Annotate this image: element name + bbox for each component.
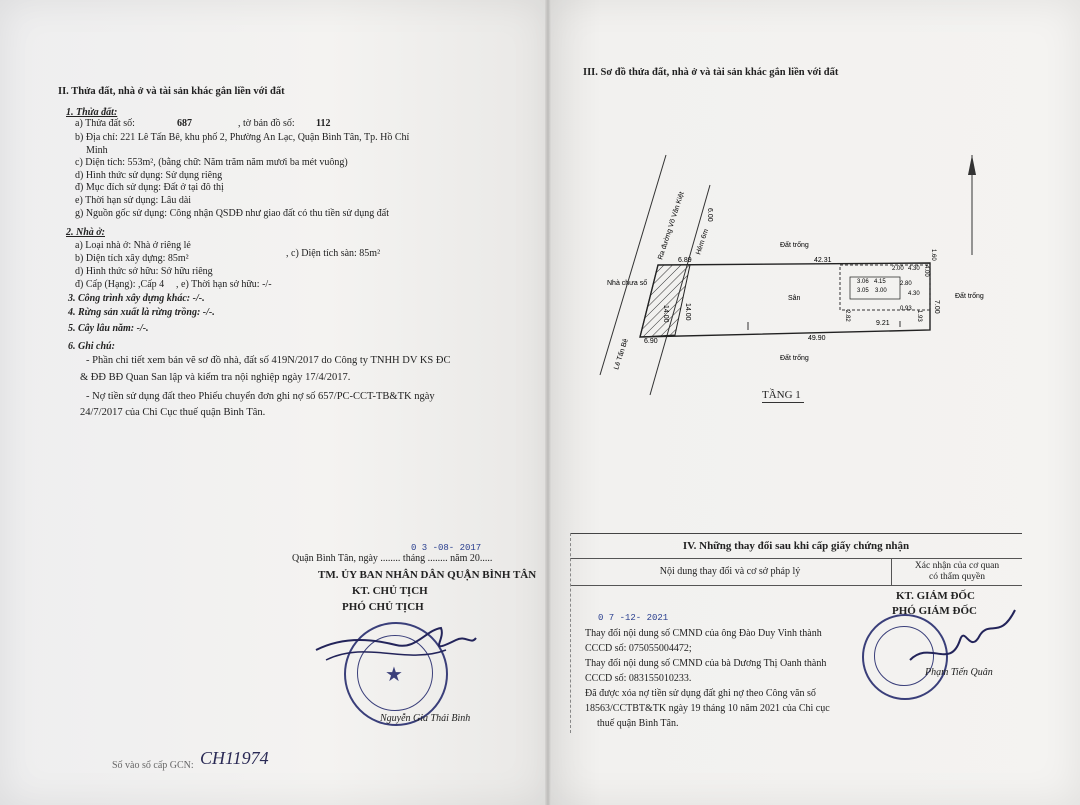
table-left-border [570,533,572,733]
house-type: a) Loại nhà ở: Nhà ở riêng lẻ [75,240,191,251]
issuing-authority: TM. ỦY BAN NHÂN DÂN QUẬN BÌNH TÂN [318,569,537,581]
dim-label: 3.00 [875,288,887,294]
land-area: c) Diện tích: 553m², (bằng chữ: Năm trăm năm mươi ba mét vuông) [75,157,348,168]
section-3-title: III. Sơ đồ thửa đất, nhà ở và tài sản khác gắn liền với đất [583,67,839,78]
right-signer-name: Phạm Tiến Quân [925,667,993,678]
dim-label: 2.82 [844,310,850,322]
dim-label: 0.93 [900,306,912,312]
note-2-line-1: - Nợ tiền sử dụng đất theo Phiếu chuyển đơn ghi nợ số 657/PC-CCT-TB&TK ngày [86,391,435,402]
dim-label: 3.05 [857,288,869,294]
change-line-1: Thay đổi nội dung số CMND của ông Đào Duy Vinh thành [585,628,822,639]
dim-label: 42.31 [814,257,832,264]
land-heading: 1. Thửa đất: [66,107,118,118]
dim-label: Đất trống [780,355,809,362]
perennial-trees: 5. Cây lâu năm: -/-. [68,323,149,334]
note-1-line-2: & ĐĐ BĐ Quan San lập và kiểm tra nội nghiệp ngày 17/4/2017. [80,372,351,383]
vice-chairman-title: PHÓ CHỦ TỊCH [342,601,424,613]
change-line-3: Thay đổi nội dung số CMND của bà Dương Thị Oanh thành [585,658,827,669]
street-label: Ra đường Võ Văn Kiệt [657,191,686,261]
dim-label: 9.21 [876,320,890,327]
dim-label: 4.30 [908,291,920,297]
yard-label: Sân [788,295,801,302]
map-sheet-label: , tờ bản đồ số: [238,118,295,129]
gcn-number: CH11974 [200,748,269,768]
dim-label: 14.00 [684,303,691,321]
dim-label: 4.00 [923,265,929,277]
changes-col-confirmation [891,559,1022,585]
dim-label: 2.00 [892,266,904,272]
change-line-4: CCCD số: 083155010233. [585,673,692,684]
house-grade: đ) Cấp (Hạng): ,Cấp 4 [75,279,165,290]
road-label: Lê Tấn Bê [613,337,630,371]
map-sheet-number: 112 [316,118,331,129]
dim-label: 2.80 [900,281,912,287]
dim-label: 7.00 [933,300,940,314]
issue-date-stamp: 0 3 -08- 2017 [411,543,482,553]
address-line-2: Minh [86,145,108,156]
on-behalf-director: KT. GIÁM ĐỐC [896,590,975,602]
changes-col-confirmation-line-2: có thẩm quyền [929,572,985,582]
dim-label: 49.90 [808,335,826,342]
dim-label: 14.00 [662,305,669,323]
dim-label: Đất trống [780,242,809,249]
floor-label: TẦNG 1 [762,389,801,401]
dim-label: 6.89 [678,257,692,264]
signature-left [306,610,486,690]
parcel-number: 687 [177,118,192,129]
changes-col-content: Nội dung thay đổi và cơ sở pháp lý [659,566,801,577]
dim-label: Nhà chưa số [607,280,648,287]
north-arrow-icon [968,155,976,175]
parcel-number-label: a) Thửa đất số: [75,118,135,129]
usage-term: e) Thời hạn sử dụng: Lâu dài [75,195,192,206]
change-line-2: CCCD số: 075055004472; [585,643,692,654]
production-forest: 4. Rừng sản xuất là rừng trồng: -/-. [68,307,215,318]
change-date-stamp: 0 7 -12- 2021 [598,613,669,623]
change-line-7: thuế quận Bình Tân. [597,718,679,729]
changes-table [570,533,1022,586]
floor-area: , c) Diện tích sàn: 85m² [286,248,381,259]
on-behalf-chairman: KT. CHỦ TỊCH [352,585,428,597]
construction-area: b) Diện tích xây dựng: 85m² [75,253,189,264]
other-constructions: 3. Công trình xây dựng khác: -/-. [68,293,205,304]
ownership-term: , e) Thời hạn sở hữu: -/- [176,279,272,290]
changes-table-header-row [570,559,1022,586]
dim-label: 4.15 [874,279,886,285]
seal-star-icon: ★ [385,664,403,686]
dim-label: 1.93 [916,310,922,322]
ownership-form: d) Hình thức sở hữu: Sở hữu riêng [75,266,213,277]
change-line-5: Đã được xóa nợ tiền sử dụng đất ghi nợ theo Công văn số [585,688,816,699]
changes-table-title: IV. Những thay đổi sau khi cấp giấy chứng nhận [570,534,1022,559]
house-heading: 2. Nhà ở: [66,227,105,238]
usage-form: d) Hình thức sử dụng: Sử dụng riêng [75,170,223,181]
section-2-title: II. Thửa đất, nhà ở và tài sản khác gắn liền với đất [58,86,285,97]
usage-origin: g) Nguồn gốc sử dụng: Công nhận QSDĐ như giao đất có thu tiền sử dụng đất [75,208,390,219]
dim-label: 6.00 [706,208,713,222]
vice-director-title: PHÓ GIÁM ĐỐC [892,605,977,617]
dim-label: Đất trống [955,293,984,300]
dim-label: 3.06 [857,279,869,285]
dim-label: 4.30 [908,266,920,272]
floor-label-underline [762,402,804,403]
address-line-1: b) Địa chỉ: 221 Lê Tấn Bê, khu phố 2, Phường An Lạc, Quận Bình Tân, Tp. Hồ Chí [75,132,410,143]
land-diagram [580,145,1000,405]
dim-label: 1.60 [930,249,936,261]
notes-heading: 6. Ghi chú: [68,341,115,352]
changes-col-confirmation-line-1: Xác nhận của cơ quan [914,561,1000,571]
usage-purpose: đ) Mục đích sử dụng: Đất ở tại đô thị [75,182,224,193]
left-signer-name: Nguyễn Gia Thái Bình [380,713,471,724]
change-line-6: 18563/CCTBT&TK ngày 19 tháng 10 năm 2021 của Chi cục [585,703,830,714]
note-2-line-2: 24/7/2017 của Chi Cục thuế quận Bình Tân. [80,407,266,418]
page-fold [545,0,551,805]
gcn-label: Số vào sổ cấp GCN: [112,760,194,771]
date-line: Quận Bình Tân, ngày ........ tháng ........ năm 20..... [292,553,493,564]
note-1-line-1: - Phần chi tiết xem bản vẽ sơ đồ nhà, đất số 419N/2017 do Công ty TNHH DV KS ĐC [86,355,451,366]
lane-label: Hẻm 6m [695,228,711,256]
dim-label: 6.90 [644,338,658,345]
